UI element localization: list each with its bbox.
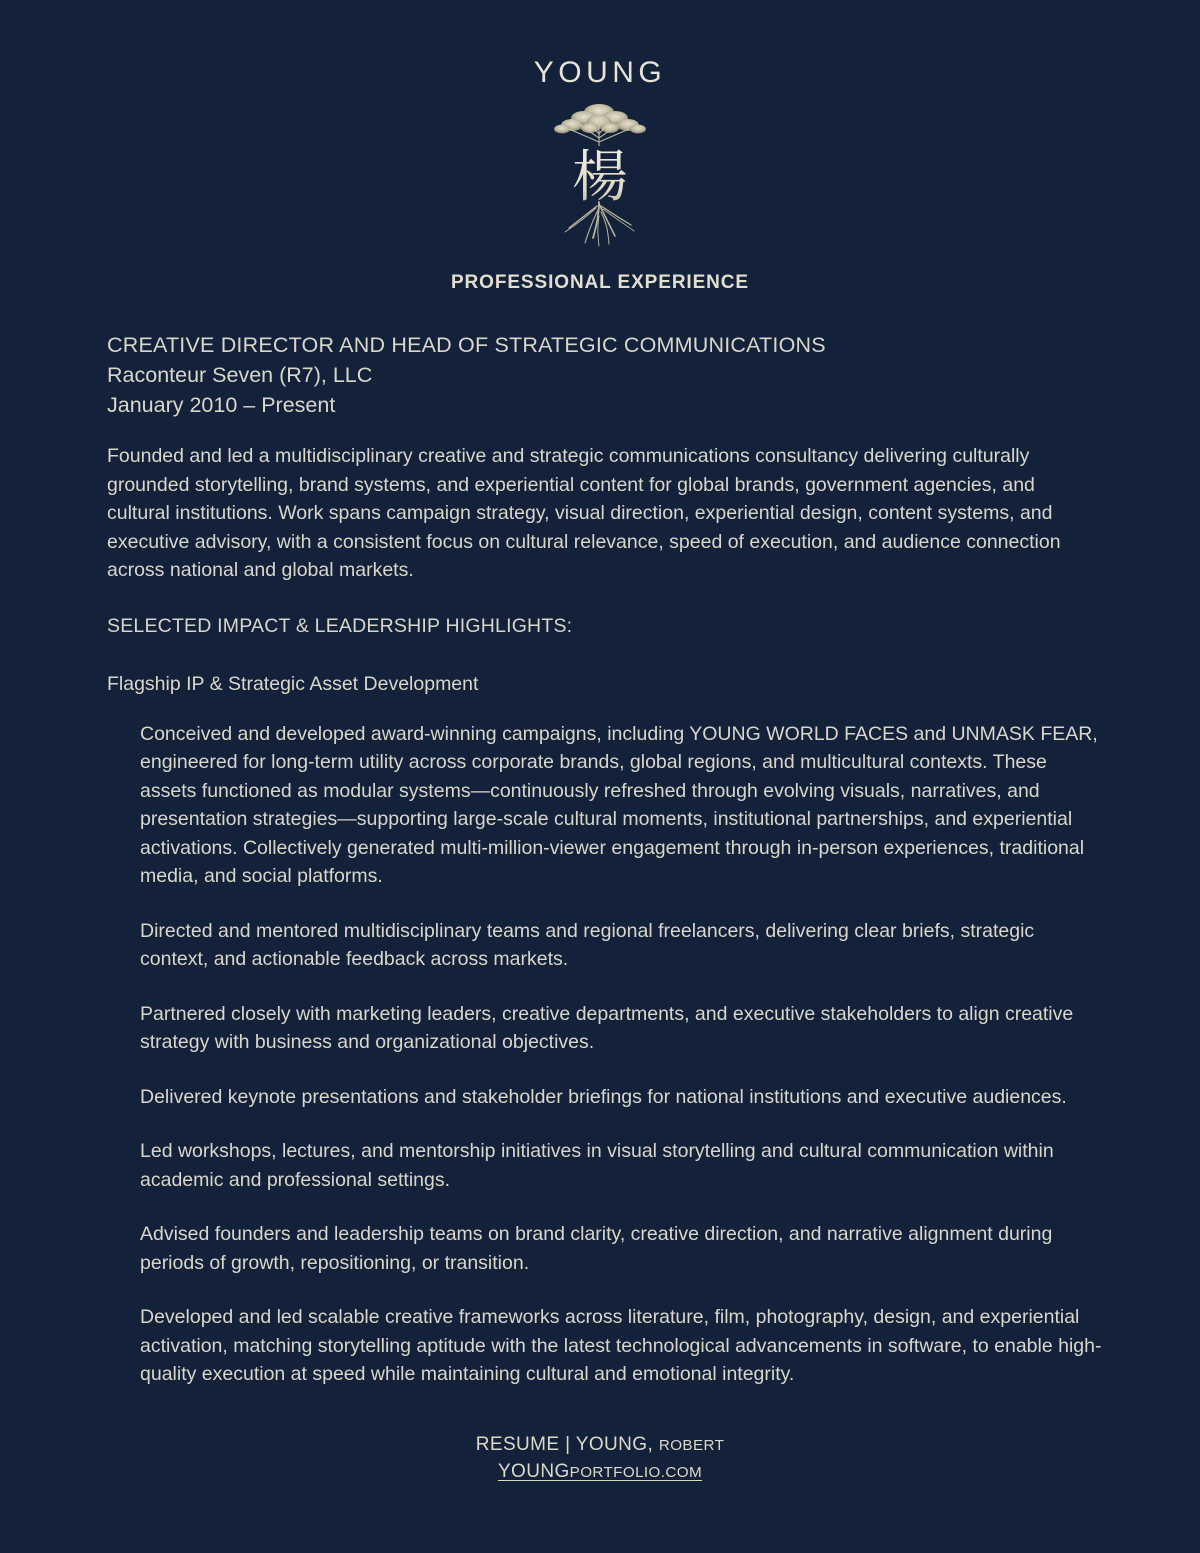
job-title: CREATIVE DIRECTOR AND HEAD OF STRATEGIC COMMUNICATIONS (107, 333, 826, 357)
masthead (0, 0, 1200, 294)
highlight-list (107, 720, 1102, 1389)
footer-label-text: RESUME | YOUNG, (475, 1434, 654, 1455)
list-item: Advised founders and leadership teams on brand clarity, creative direction, and narrative alignment during periods of growth, repositioning, or transition. (140, 1223, 1053, 1274)
page-title: PROFESSIONAL EXPERIENCE (450, 272, 750, 293)
footer-website-prefix: YOUNG (497, 1461, 570, 1482)
experience-section (107, 330, 1102, 1389)
job-organization: Raconteur Seven (R7), LLC (107, 363, 373, 387)
footer-website-link[interactable] (498, 1459, 702, 1486)
page-footer (0, 1432, 1200, 1486)
highlight-group-name: Flagship IP & Strategic Asset Development (107, 672, 479, 695)
list-item: Developed and led scalable creative frameworks across literature, film, photography, design, and experiential activation, matching storytelling aptitude with the latest technological advancements in software, to enable high-quality execution at speed while maintaining cultural and emotional integrity. (140, 1306, 1102, 1385)
list-item: Partnered closely with marketing leaders, creative departments, and executive stakeholders to align creative strategy with business and organizational objectives. (140, 1002, 1074, 1053)
list-item: Directed and mentored multidisciplinary teams and regional freelancers, delivering clear briefs, strategic context, and actionable feedback across markets. (140, 919, 1035, 970)
footer-website-suffix: PORTFOLIO.COM (569, 1464, 703, 1481)
highlights-heading: SELECTED IMPACT & LEADERSHIP HIGHLIGHTS: (107, 614, 573, 637)
list-item: Delivered keynote presentations and stakeholder briefings for national institutions and executive audiences. (140, 1085, 1067, 1108)
job-summary: Founded and led a multidisciplinary creative and strategic communications consultancy delivering culturally grounded storytelling, brand systems, and experiential content for global brands, government agencies, and cultural institutions. Work spans campaign strategy, visual direction, experiential design, content systems, and executive advisory, with a consistent focus on cultural relevance, speed of execution, and audience connection across national and global markets. (107, 445, 1061, 581)
list-item: Conceived and developed award-winning campaigns, including YOUNG WORLD FACES and UNMASK FEAR, engineered for long-term utility across corporate brands, global regions, and multicultural contexts. These assets functioned as modular systems—continuously refreshed through evolving visuals, narratives, and presentation strategies—supporting large-scale cultural moments, institutional partnerships, and experiential activations. Collectively generated multi-million-viewer engagement through in-person experiences, traditional media, and social platforms. (140, 722, 1098, 887)
footer-name-text: ROBERT (658, 1437, 725, 1454)
footer-document-label (0, 1432, 1200, 1459)
job-dates: January 2010 – Present (107, 393, 336, 417)
tree-calligraphy-logo-icon (535, 98, 665, 248)
list-item: Led workshops, lectures, and mentorship initiatives in visual storytelling and cultural communication within academic and professional settings. (140, 1140, 1054, 1191)
svg-text:楊: 楊 (572, 145, 628, 210)
brand-wordmark: YOUNG (533, 56, 667, 89)
